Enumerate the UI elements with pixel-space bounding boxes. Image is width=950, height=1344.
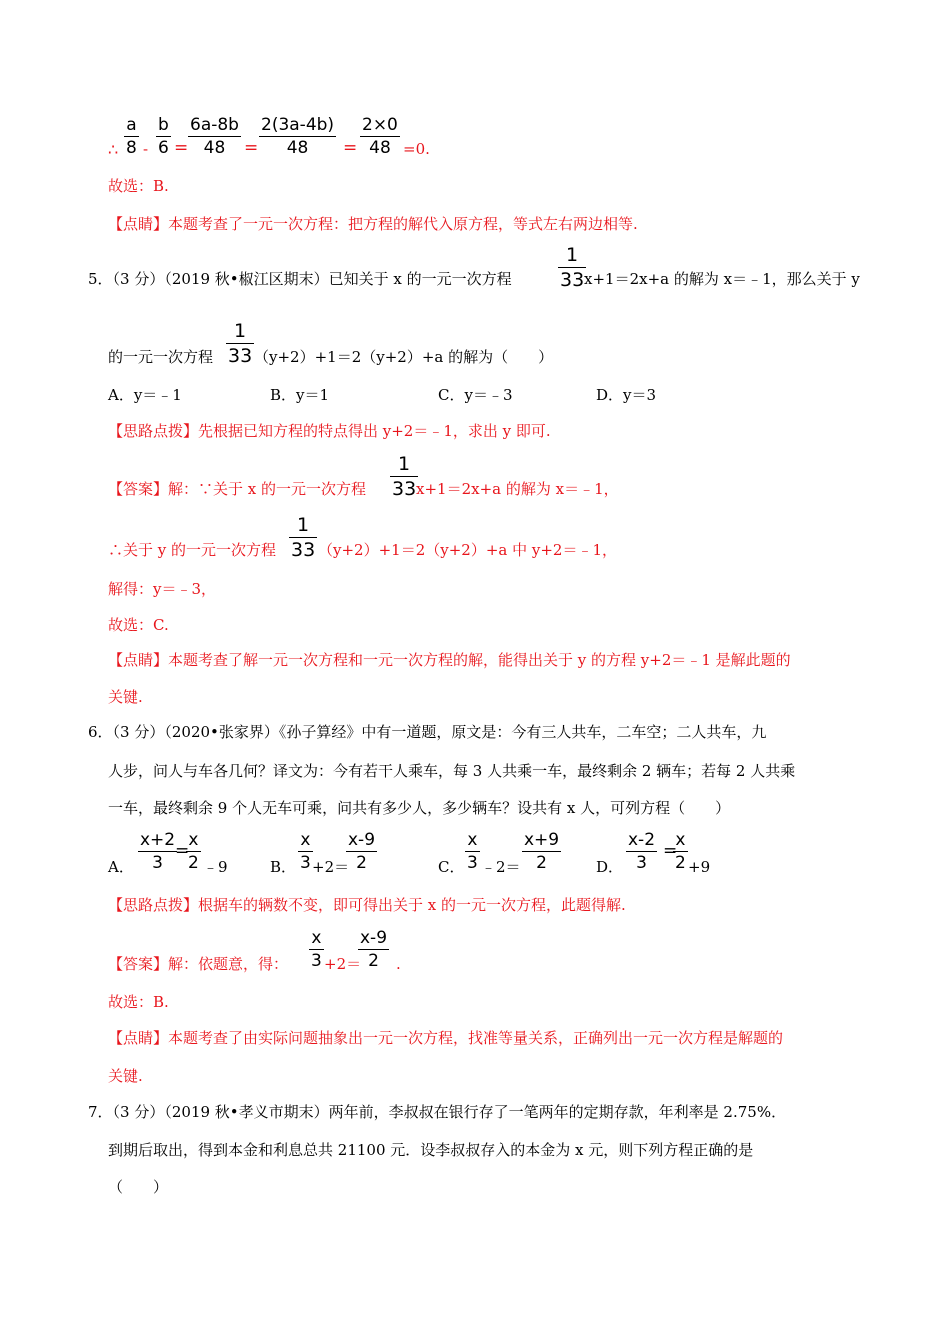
q5-line1-b: x+1＝2x+a 的解为 x＝﹣1，那么关于 y — [584, 270, 860, 288]
q6-choice: 故选：B. — [108, 993, 169, 1011]
fraction-a-over-8 — [124, 117, 139, 157]
numerator: x — [465, 832, 480, 852]
q5-option-b[interactable]: B．y＝1 — [270, 386, 330, 404]
q5-answer-a: 【答案】解：∵关于 x 的一元一次方程 — [108, 480, 366, 498]
q5-choice: 故选：C. — [108, 616, 169, 634]
denominator: 33 — [228, 345, 253, 367]
q7-line1: 7．（3 分）（2019 秋•孝义市期末）两年前，李叔叔在银行存了一笔两年的定期存款，年利率是 2.75%． — [88, 1103, 787, 1121]
numerator: 1 — [289, 516, 317, 538]
q6-answer-fraction-1 — [309, 930, 324, 970]
q5-therefore-a: ∴关于 y 的一元一次方程 — [108, 541, 277, 559]
q5-option-d[interactable]: D．y＝3 — [596, 386, 657, 404]
q6-line2: 人步，问人与车各几何？译文为：今有若干人乘车，每 3 人共乘一车，最终剩余 2 辆车；若每 2 人共乘 — [108, 762, 796, 780]
q5-line2-b: （y+2）+1＝2（y+2）+a 的解为（ ） — [254, 348, 554, 366]
q6-option-a-label[interactable]: A． — [108, 858, 134, 876]
numerator: b — [156, 117, 171, 137]
q5-fraction-1-over-33-b — [226, 322, 254, 366]
numerator: x-9 — [360, 928, 388, 948]
denominator: 33 — [560, 269, 585, 291]
denominator: 2 — [368, 951, 379, 971]
denominator: 48 — [369, 138, 391, 158]
equals-sign: = — [343, 138, 358, 158]
denominator: 2 — [675, 853, 686, 873]
q6-option-a-tail: ﹣9 — [203, 858, 228, 876]
fraction-6a-8b-over-48 — [188, 117, 241, 157]
denominator: 33 — [291, 539, 316, 561]
q6-option-c-mid: ﹣2＝ — [481, 858, 521, 876]
q6-option-c-label[interactable]: C． — [438, 858, 465, 876]
denominator: 3 — [152, 853, 163, 873]
q7-line3: （ ） — [108, 1178, 169, 1196]
denominator: 3 — [311, 951, 322, 971]
q5-answer-fraction — [390, 455, 418, 499]
denominator: 48 — [203, 138, 226, 158]
q5-option-c[interactable]: C．y＝﹣3 — [438, 386, 513, 404]
equals-sign: = — [663, 841, 678, 861]
q5-line2-a: 的一元一次方程 — [108, 348, 214, 366]
q6-option-d-tail: +9 — [688, 858, 711, 876]
numerator: 2(3a-4b) — [261, 115, 335, 135]
q6-option-c-fraction-1 — [465, 832, 480, 872]
q6-option-d-fraction-1 — [626, 832, 657, 872]
fraction-b-over-6 — [156, 117, 171, 157]
fraction-2-3a-4b-over-48 — [259, 117, 336, 157]
q5-solve: 解得：y＝﹣3， — [108, 580, 217, 598]
q6-option-b-fraction-1 — [298, 832, 313, 872]
q6-option-d-fraction-2 — [673, 832, 688, 872]
q6-line3: 一车，最终剩余 9 个人无车可乘，问共有多少人，多少辆车？设共有 x 人，可列方程（ ） — [108, 799, 731, 817]
equals-sign: = — [244, 138, 259, 158]
q6-option-b-fraction-2 — [346, 832, 377, 872]
denominator: 33 — [392, 478, 417, 500]
minus-sign: - — [143, 140, 149, 158]
numerator: x — [298, 832, 313, 852]
q6-hint: 【思路点拨】根据车的辆数不变，即可得出关于 x 的一元一次方程，此题得解. — [108, 896, 626, 914]
q6-option-b-mid: +2＝ — [312, 858, 350, 876]
denominator: 8 — [126, 138, 137, 158]
q6-option-c-fraction-2 — [522, 832, 561, 872]
therefore-symbol: ∴ — [108, 140, 119, 159]
top-comment: 【点睛】本题考查了一元一次方程：把方程的解代入原方程，等式左右两边相等. — [108, 215, 638, 233]
numerator: x-2 — [628, 830, 656, 850]
q5-option-a[interactable]: A．y＝﹣1 — [108, 386, 182, 404]
q5-therefore-b: （y+2）+1＝2（y+2）+a 中 y+2＝﹣1， — [318, 541, 618, 559]
numerator: 1 — [558, 246, 586, 268]
denominator: 48 — [286, 138, 309, 158]
numerator: 6a-8b — [190, 115, 239, 135]
equals-zero: =0. — [403, 140, 430, 158]
denominator: 6 — [158, 138, 169, 158]
q6-option-a-fraction-1 — [138, 832, 177, 872]
q6-answer-fraction-2 — [358, 930, 389, 970]
q7-line2: 到期后取出，得到本金和利息总共 21100 元．设李叔叔存入的本金为 x 元，则下列方程正确的是 — [108, 1141, 754, 1159]
equals-sign: = — [174, 138, 189, 158]
denominator: 3 — [300, 853, 311, 873]
denominator: 3 — [467, 853, 478, 873]
q6-answer-a: 【答案】解：依题意，得： — [108, 955, 289, 973]
q6-comment-2: 关键. — [108, 1067, 143, 1085]
numerator: a — [124, 117, 139, 137]
q6-option-a-fraction-2 — [186, 832, 201, 872]
denominator: 3 — [636, 853, 647, 873]
numerator: 1 — [390, 455, 418, 477]
denominator: 2 — [356, 853, 367, 873]
q6-option-d-label[interactable]: D． — [596, 858, 624, 876]
q6-line1: 6．（3 分）（2020•张家界）《孙子算经》中有一道题，原文是：今有三人共车，二车空；二人共车，九 — [88, 723, 767, 741]
q6-comment-1: 【点睛】本题考查了由实际问题抽象出一元一次方程，找准等量关系，正确列出一元一次方程是解题的 — [108, 1029, 784, 1047]
q6-answer-mid: +2＝ — [324, 955, 362, 973]
q6-answer-end: . — [396, 955, 401, 973]
q6-option-b-label[interactable]: B． — [270, 858, 297, 876]
numerator: x — [186, 832, 201, 852]
numerator: x — [309, 930, 324, 950]
top-choice: 故选：B. — [108, 177, 169, 195]
numerator: x+2 — [140, 830, 176, 850]
numerator: 1 — [226, 322, 254, 344]
q5-fraction-1-over-33 — [558, 246, 586, 290]
q5-comment-1: 【点睛】本题考查了解一元一次方程和一元一次方程的解，能得出关于 y 的方程 y+2＝﹣1 是解此题的 — [108, 651, 791, 669]
q5-line1-a: 5．（3 分）（2019 秋•椒江区期末）已知关于 x 的一元一次方程 — [88, 270, 512, 288]
q5-therefore-fraction — [289, 516, 317, 560]
numerator: x — [673, 832, 688, 852]
denominator: 2 — [536, 853, 547, 873]
q5-answer-b: x+1＝2x+a 的解为 x＝﹣1， — [416, 480, 619, 498]
equals-sign: = — [175, 841, 190, 861]
denominator: 2 — [188, 853, 199, 873]
q5-comment-2: 关键. — [108, 688, 143, 706]
numerator: x-9 — [348, 830, 376, 850]
numerator: x+9 — [524, 830, 560, 850]
q5-hint: 【思路点拨】先根据已知方程的特点得出 y+2＝﹣1，求出 y 即可. — [108, 422, 551, 440]
numerator: 2×0 — [362, 115, 398, 135]
fraction-2x0-over-48 — [360, 117, 400, 157]
